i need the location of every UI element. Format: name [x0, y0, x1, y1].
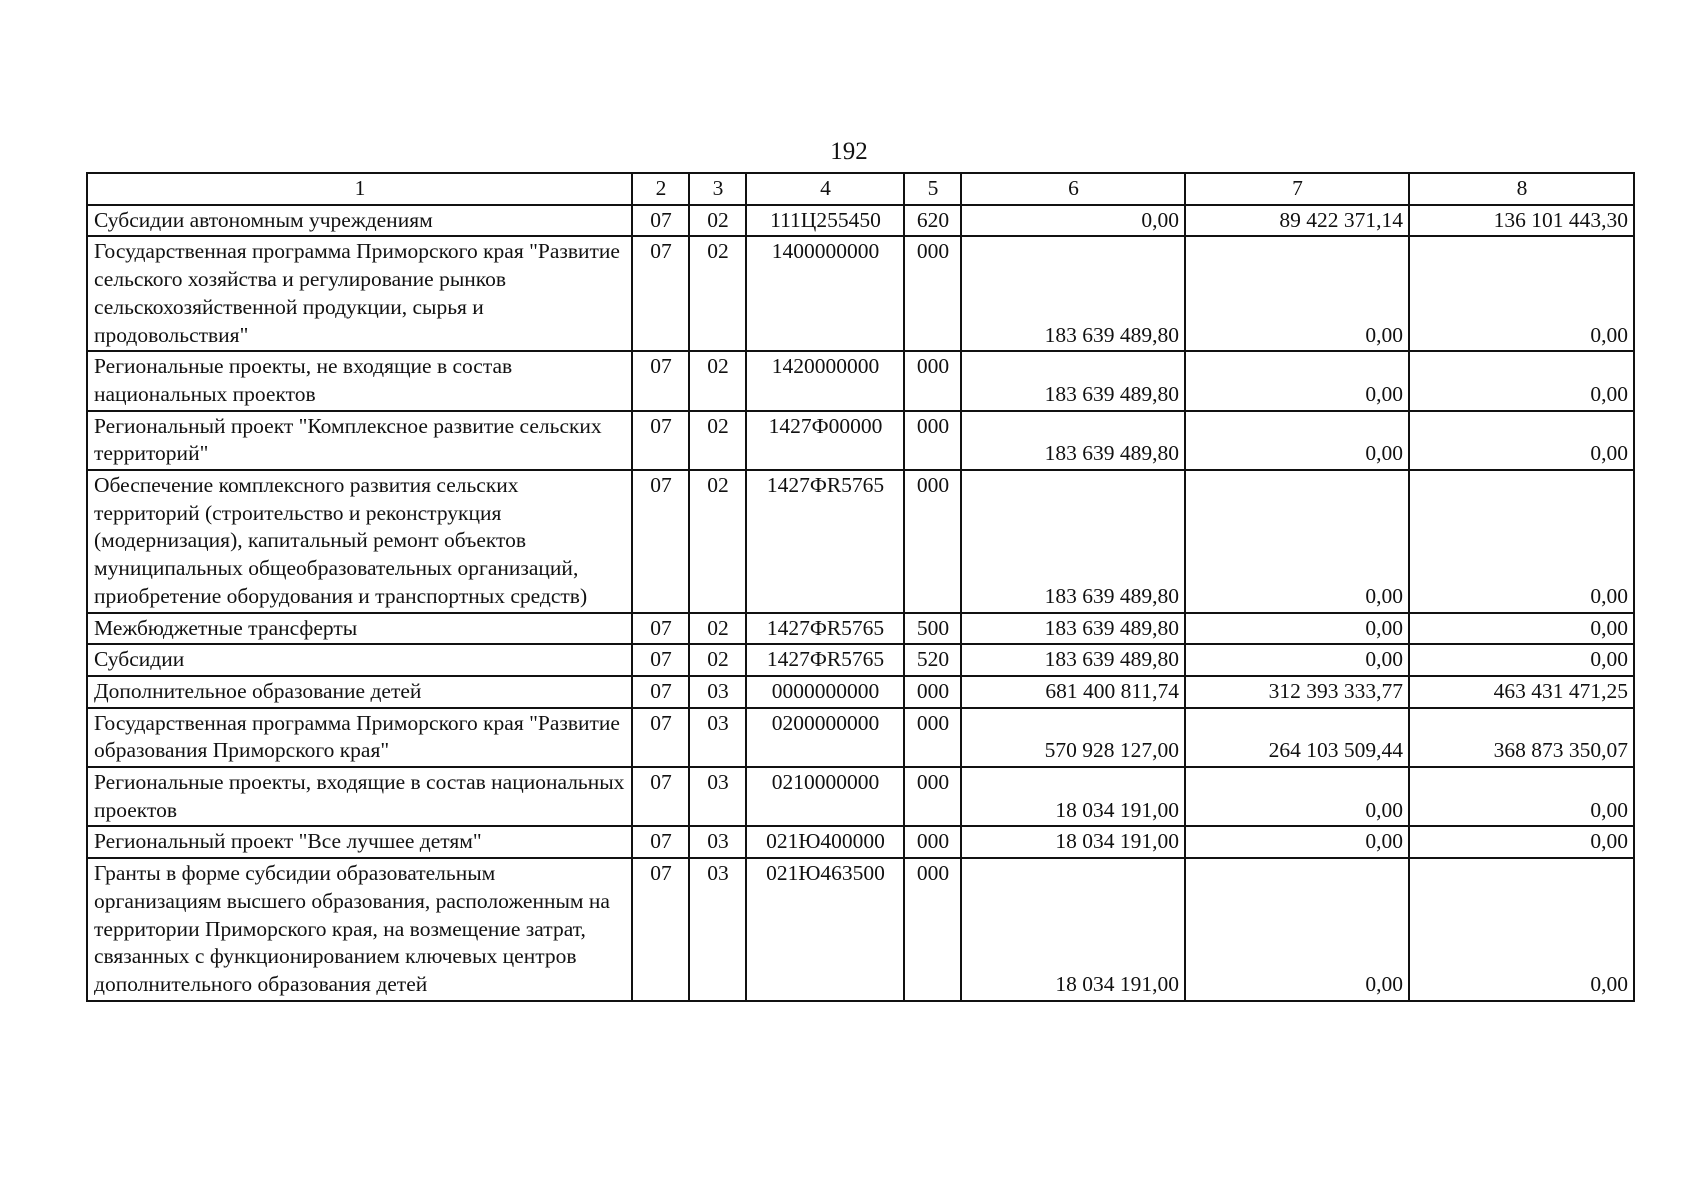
amount-col7-cell: 0,00: [1185, 411, 1409, 470]
amount-col8-cell: 0,00: [1409, 644, 1634, 676]
row-name-cell: Государственная программа Приморского края "Развитие сельского хозяйства и регулирование рынков сельскохозяйственной продукции, сырья и продовольствия": [87, 236, 632, 351]
amount-col7-cell: 0,00: [1185, 236, 1409, 351]
section-code-cell: 07: [632, 205, 689, 237]
amount-col8-cell: 463 431 471,25: [1409, 676, 1634, 708]
amount-col7-cell: 312 393 333,77: [1185, 676, 1409, 708]
subsection-code-cell: 03: [689, 708, 746, 767]
column-number-cell: 3: [689, 173, 746, 205]
column-number-cell: 1: [87, 173, 632, 205]
amount-col7-cell: 0,00: [1185, 826, 1409, 858]
target-article-cell: 021Ю400000: [746, 826, 904, 858]
budget-table: [86, 172, 1635, 1002]
section-code-cell: 07: [632, 676, 689, 708]
amount-col8-cell: 0,00: [1409, 613, 1634, 645]
expense-type-cell: 000: [904, 676, 961, 708]
subsection-code-cell: 03: [689, 767, 746, 826]
subsection-code-cell: 02: [689, 236, 746, 351]
table-row: [87, 644, 1634, 676]
amount-col8-cell: 0,00: [1409, 351, 1634, 410]
amount-col8-cell: 0,00: [1409, 411, 1634, 470]
expense-type-cell: 500: [904, 613, 961, 645]
expense-type-cell: 000: [904, 411, 961, 470]
subsection-code-cell: 02: [689, 351, 746, 410]
target-article-cell: 0210000000: [746, 767, 904, 826]
amount-col7-cell: 0,00: [1185, 351, 1409, 410]
amount-col8-cell: 136 101 443,30: [1409, 205, 1634, 237]
row-name-cell: Субсидии автономным учреждениям: [87, 205, 632, 237]
table-row: [87, 767, 1634, 826]
amount-col6-cell: 183 639 489,80: [961, 613, 1185, 645]
expense-type-cell: 000: [904, 826, 961, 858]
amount-col6-cell: 0,00: [961, 205, 1185, 237]
amount-col6-cell: 183 639 489,80: [961, 411, 1185, 470]
expense-type-cell: 520: [904, 644, 961, 676]
table-row: [87, 351, 1634, 410]
amount-col8-cell: 0,00: [1409, 826, 1634, 858]
table-row: [87, 826, 1634, 858]
amount-col7-cell: 0,00: [1185, 858, 1409, 1001]
target-article-cell: 1427ФR5765: [746, 644, 904, 676]
column-number-cell: 8: [1409, 173, 1634, 205]
target-article-cell: 1400000000: [746, 236, 904, 351]
target-article-cell: 1427Ф00000: [746, 411, 904, 470]
expense-type-cell: 000: [904, 351, 961, 410]
row-name-cell: Государственная программа Приморского края "Развитие образования Приморского края": [87, 708, 632, 767]
amount-col6-cell: 183 639 489,80: [961, 470, 1185, 613]
row-name-cell: Региональный проект "Комплексное развитие сельских территорий": [87, 411, 632, 470]
target-article-cell: 021Ю463500: [746, 858, 904, 1001]
subsection-code-cell: 03: [689, 826, 746, 858]
section-code-cell: 07: [632, 470, 689, 613]
table-row: [87, 470, 1634, 613]
section-code-cell: 07: [632, 613, 689, 645]
amount-col6-cell: 18 034 191,00: [961, 767, 1185, 826]
table-row: [87, 708, 1634, 767]
subsection-code-cell: 02: [689, 205, 746, 237]
table-row: [87, 205, 1634, 237]
column-number-cell: 2: [632, 173, 689, 205]
section-code-cell: 07: [632, 767, 689, 826]
amount-col7-cell: 0,00: [1185, 613, 1409, 645]
row-name-cell: Субсидии: [87, 644, 632, 676]
target-article-cell: 1420000000: [746, 351, 904, 410]
amount-col6-cell: 681 400 811,74: [961, 676, 1185, 708]
target-article-cell: 111Ц255450: [746, 205, 904, 237]
subsection-code-cell: 02: [689, 470, 746, 613]
amount-col6-cell: 570 928 127,00: [961, 708, 1185, 767]
amount-col7-cell: 0,00: [1185, 767, 1409, 826]
amount-col8-cell: 0,00: [1409, 858, 1634, 1001]
section-code-cell: 07: [632, 351, 689, 410]
table-row: [87, 613, 1634, 645]
row-name-cell: Межбюджетные трансферты: [87, 613, 632, 645]
amount-col7-cell: 89 422 371,14: [1185, 205, 1409, 237]
table-row: [87, 858, 1634, 1001]
target-article-cell: 0000000000: [746, 676, 904, 708]
target-article-cell: 1427ФR5765: [746, 470, 904, 613]
row-name-cell: Дополнительное образование детей: [87, 676, 632, 708]
amount-col8-cell: 368 873 350,07: [1409, 708, 1634, 767]
expense-type-cell: 000: [904, 858, 961, 1001]
subsection-code-cell: 02: [689, 613, 746, 645]
amount-col6-cell: 18 034 191,00: [961, 826, 1185, 858]
target-article-cell: 1427ФR5765: [746, 613, 904, 645]
subsection-code-cell: 02: [689, 644, 746, 676]
section-code-cell: 07: [632, 411, 689, 470]
subsection-code-cell: 03: [689, 858, 746, 1001]
section-code-cell: 07: [632, 826, 689, 858]
row-name-cell: Региональные проекты, не входящие в состав национальных проектов: [87, 351, 632, 410]
target-article-cell: 0200000000: [746, 708, 904, 767]
row-name-cell: Гранты в форме субсидии образовательным организациям высшего образования, расположенным на территории Приморского края, на возмещение затрат, связанных с функционированием ключевых центров дополнительного образования детей: [87, 858, 632, 1001]
subsection-code-cell: 02: [689, 411, 746, 470]
section-code-cell: 07: [632, 236, 689, 351]
amount-col8-cell: 0,00: [1409, 470, 1634, 613]
table-row: [87, 411, 1634, 470]
amount-col6-cell: 183 639 489,80: [961, 644, 1185, 676]
table-body: [87, 173, 1634, 1001]
amount-col7-cell: 264 103 509,44: [1185, 708, 1409, 767]
amount-col6-cell: 183 639 489,80: [961, 236, 1185, 351]
amount-col6-cell: 183 639 489,80: [961, 351, 1185, 410]
section-code-cell: 07: [632, 858, 689, 1001]
column-number-cell: 4: [746, 173, 904, 205]
page-number: 192: [830, 138, 868, 165]
section-code-cell: 07: [632, 644, 689, 676]
expense-type-cell: 000: [904, 767, 961, 826]
expense-type-cell: 000: [904, 470, 961, 613]
row-name-cell: Региональные проекты, входящие в состав национальных проектов: [87, 767, 632, 826]
amount-col8-cell: 0,00: [1409, 767, 1634, 826]
amount-col7-cell: 0,00: [1185, 470, 1409, 613]
section-code-cell: 07: [632, 708, 689, 767]
table-row: [87, 676, 1634, 708]
column-number-row: [87, 173, 1634, 205]
row-name-cell: Обеспечение комплексного развития сельских территорий (строительство и реконструкция (модернизация), капитальный ремонт объектов муниципальных общеобразовательных организаций, приобретение оборудования и транспортных средств): [87, 470, 632, 613]
row-name-cell: Региональный проект "Все лучшее детям": [87, 826, 632, 858]
column-number-cell: 6: [961, 173, 1185, 205]
amount-col6-cell: 18 034 191,00: [961, 858, 1185, 1001]
column-number-cell: 7: [1185, 173, 1409, 205]
expense-type-cell: 000: [904, 708, 961, 767]
amount-col7-cell: 0,00: [1185, 644, 1409, 676]
subsection-code-cell: 03: [689, 676, 746, 708]
table-row: [87, 236, 1634, 351]
expense-type-cell: 620: [904, 205, 961, 237]
amount-col8-cell: 0,00: [1409, 236, 1634, 351]
expense-type-cell: 000: [904, 236, 961, 351]
column-number-cell: 5: [904, 173, 961, 205]
